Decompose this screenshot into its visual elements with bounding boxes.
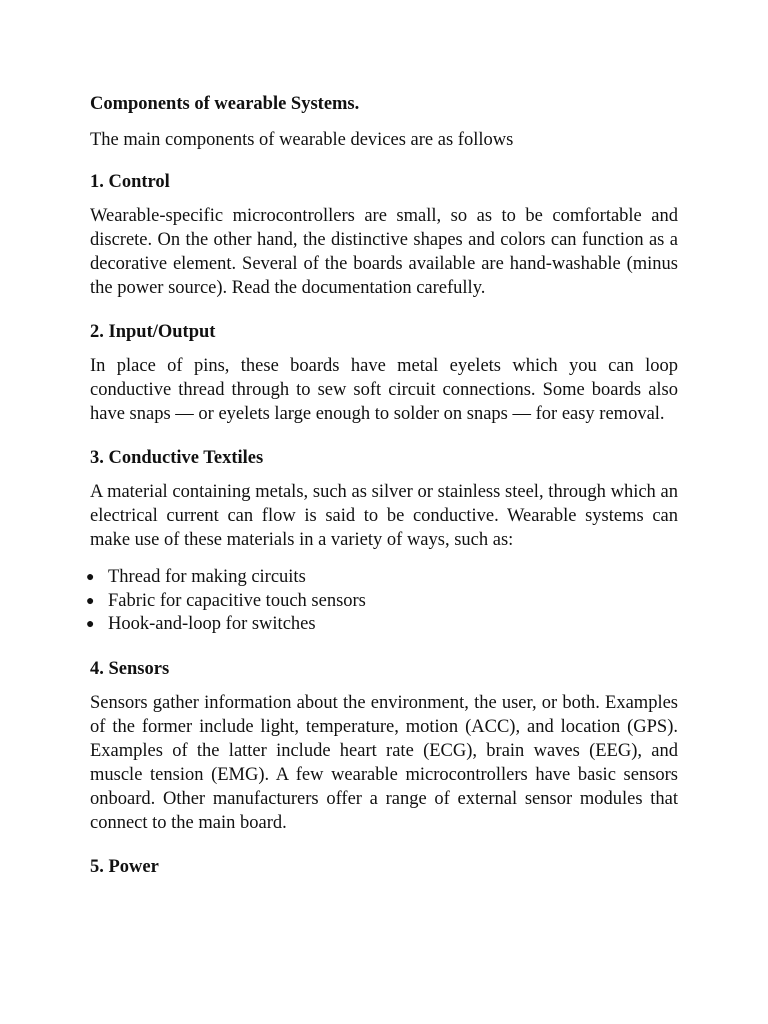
list-item — [86, 566, 678, 590]
list-item — [86, 590, 678, 614]
bullet-list — [86, 566, 678, 637]
bullet-icon: ● — [86, 593, 95, 609]
section-heading: 4. Sensors — [90, 658, 170, 679]
section-heading: 5. Power — [90, 856, 159, 877]
section-heading: 3. Conductive Textiles — [90, 448, 264, 468]
list-item-text: Hook-and-loop for switches — [108, 614, 316, 634]
list-item-text: Fabric for capacitive touch sensors — [108, 590, 366, 611]
section-conductive-textiles — [86, 446, 678, 637]
section-input-output — [90, 320, 678, 426]
section-paragraph: Wearable-specific microcontrollers are small, so as to be comfortable and discrete. On the other hand, the distinctive shapes and colors can function as a decorative element. Several of the boards available are hand-washable (minus the power source). Read the documentation carefully. — [90, 206, 678, 298]
section-paragraph: Sensors gather information about the environment, the user, or both. Examples of the former include light, temperature, motion (ACC), and location (GPS). Examples of the latter include heart rate (ECG), brain waves (EEG), and muscle tension (EMG). A few wearable microcontrollers have basic sensors onboard. Other manufacturers offer a range of external sensor modules that connect to the main board. — [90, 692, 678, 833]
section-heading: 2. Input/Output — [90, 322, 216, 342]
bullet-icon: ● — [86, 570, 95, 585]
intro-text: The main components of wearable devices are as follows — [90, 130, 514, 150]
section-sensors — [90, 657, 678, 835]
list-item — [86, 613, 678, 637]
section-power — [90, 855, 678, 879]
list-item-text: Thread for making circuits — [108, 567, 306, 587]
section-heading: 1. Control — [90, 172, 170, 192]
document-title: Components of wearable Systems. — [90, 94, 360, 114]
section-paragraph: A material containing metals, such as silver or stainless steel, through which an electrical current can flow is said to be conductive. Wearable systems can make use of these materials in a variety of ways, such as: — [90, 482, 678, 550]
document-page — [86, 92, 678, 889]
section-control — [90, 170, 678, 300]
section-paragraph: In place of pins, these boards have metal eyelets which you can loop conductive thread through to sew soft circuit connections. Some boards also have snaps — or eyelets large enough to solder on snaps — for easy removal. — [90, 356, 678, 424]
bullet-icon: ● — [86, 617, 95, 632]
